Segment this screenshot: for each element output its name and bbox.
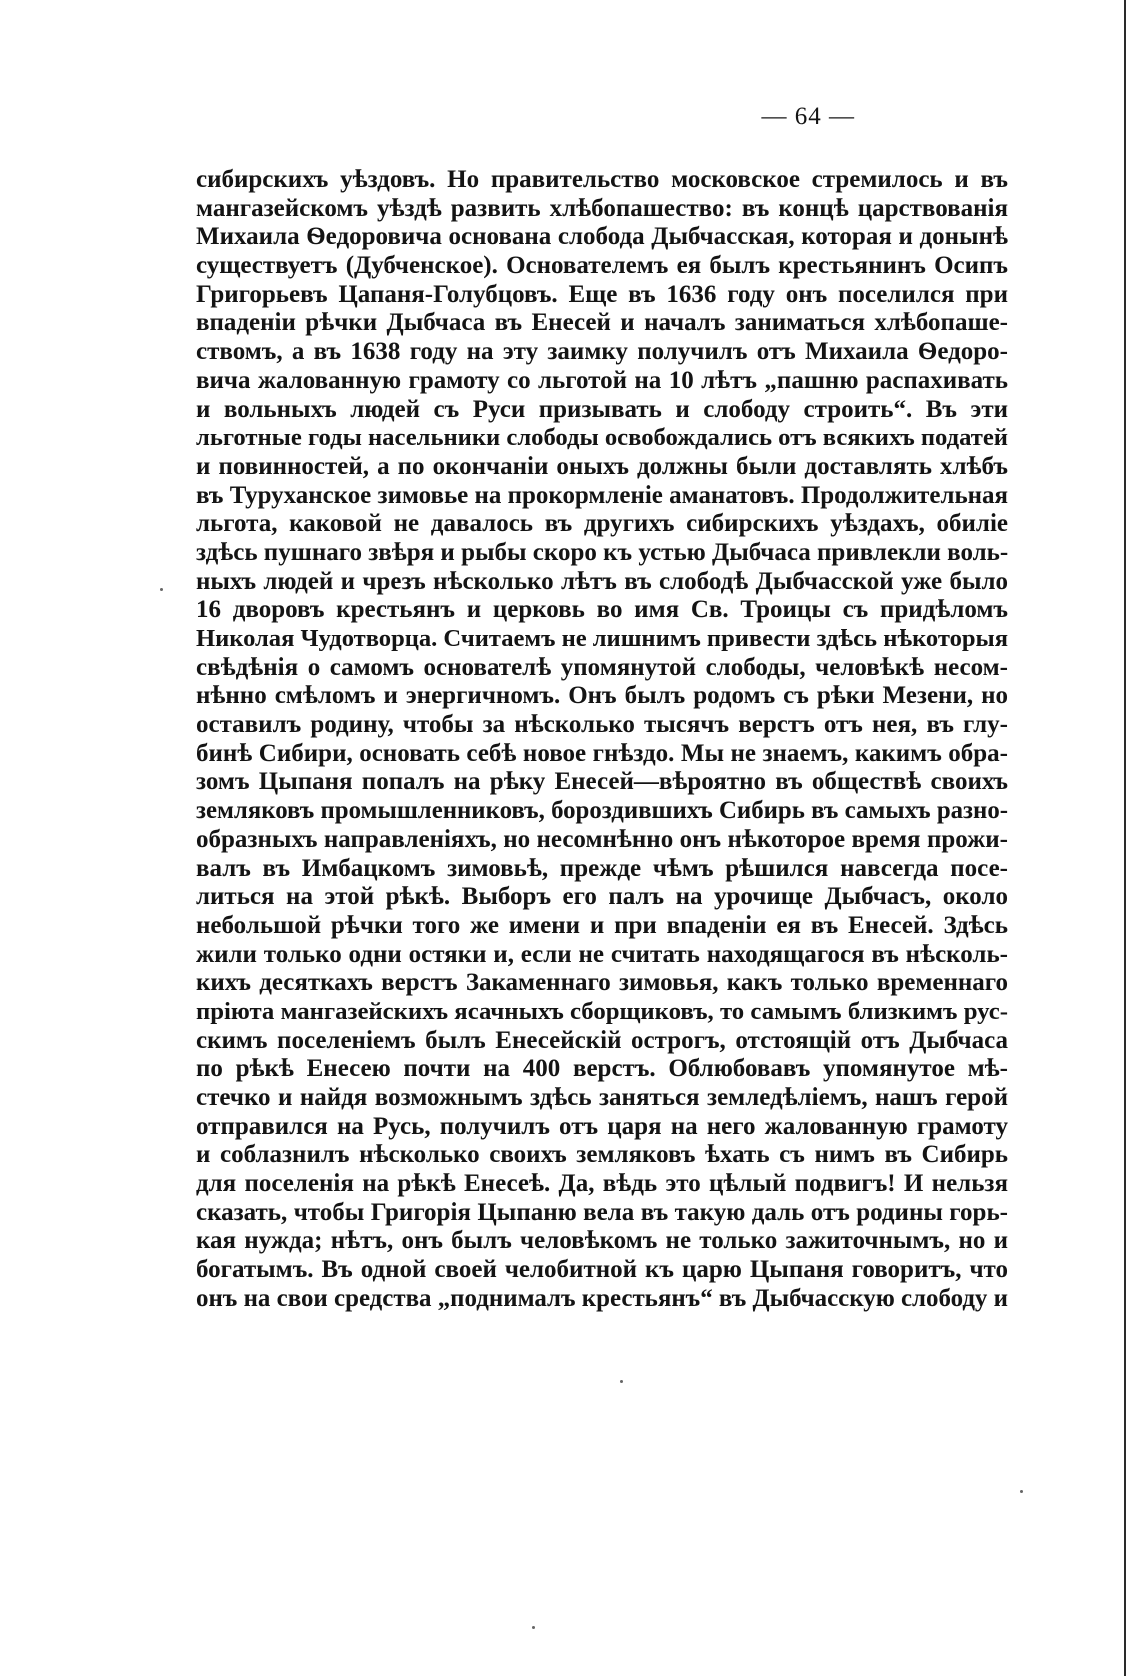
- text-line: кая нужда; нѣтъ, онъ былъ человѣкомъ не только зажиточнымъ, но и: [196, 1227, 1008, 1255]
- text-line: здѣсь пушнаго звѣря и рыбы скоро къ устью Дыбчаса привлекли воль-: [196, 538, 1009, 566]
- text-line: впаденіи рѣчки Дыбчаса въ Енесей и началъ заниматься хлѣбопаше-: [196, 309, 1008, 337]
- text-line: и соблазнилъ нѣсколько своихъ земляковъ ѣхать съ нимъ въ Сибирь: [196, 1141, 1008, 1169]
- scan-speck: [620, 1380, 623, 1383]
- text-line: для поселенія на рѣкѣ Енесеѣ. Да, вѣдь это цѣлый подвигъ! И нельзя: [196, 1170, 1008, 1198]
- text-line: свѣдѣнія о самомъ основателѣ упомянутой слободы, человѣкѣ несом-: [196, 653, 1008, 681]
- page-header: [0, 103, 1140, 131]
- text-line: бинѣ Сибири, основать себѣ новое гнѣздо. Мы не знаемъ, какимъ обра-: [196, 739, 1008, 767]
- scan-speck: [1020, 1490, 1023, 1493]
- page-number: — 64 —: [761, 103, 855, 130]
- text-line: образныхъ направленіяхъ, но несомнѣнно онъ нѣкоторое время прожи-: [196, 825, 1008, 853]
- body-text: [196, 166, 1008, 1314]
- text-line: пріюта мангазейскихъ ясачныхъ сборщиковъ, то самымъ близкимъ рус-: [196, 997, 1008, 1025]
- text-line: скимъ поселеніемъ былъ Енесейскій острогъ, отстоящій отъ Дыбчаса: [196, 1026, 1008, 1054]
- text-line: по рѣкѣ Енесею почти на 400 верстъ. Облюбовавъ упомянутое мѣ-: [196, 1055, 1008, 1083]
- text-line: отправился на Русь, получилъ отъ царя на него жалованную грамоту: [196, 1112, 1008, 1140]
- page-edge-line: [1124, 0, 1126, 1676]
- text-line: льгота, каковой не давалось въ другихъ сибирскихъ уѣздахъ, обиліе: [196, 510, 1008, 538]
- text-line: Михаила Ѳедоровича основана слобода Дыбчасская, которая и донынѣ: [196, 223, 1008, 251]
- text-line: вича жалованную грамоту со льготой на 10 лѣтъ „пашню распахивать: [196, 366, 1008, 394]
- text-line: Николая Чудотворца. Считаемъ не лишнимъ привести здѣсь нѣкоторыя: [196, 625, 1008, 652]
- text-line: ныхъ людей и чрезъ нѣсколько лѣтъ въ слободѣ Дыбчасской уже было: [196, 567, 1008, 595]
- text-line: нѣнно смѣломъ и энергичномъ. Онъ былъ родомъ съ рѣки Мезени, но: [196, 682, 1008, 710]
- text-line: 16 дворовъ крестьянъ и церковь во имя Св. Троицы съ придѣломъ: [196, 596, 1008, 624]
- text-line: въ Туруханское зимовье на прокормленіе аманатовъ. Продолжительная: [196, 481, 1008, 509]
- scan-speck: [160, 588, 163, 591]
- text-line: и повинностей, а по окончаніи оныхъ должны были доставлять хлѣбъ: [196, 452, 1008, 480]
- text-line: онъ на свои средства „поднималъ крестьянъ“ въ Дыбчасскую слободу и: [196, 1284, 1008, 1312]
- text-line: зомъ Цыпаня попалъ на рѣку Енесей—вѣроятно въ обществѣ своихъ: [196, 768, 1008, 796]
- text-line: ствомъ, а въ 1638 году на эту заимку получилъ отъ Михаила Ѳедоро-: [196, 338, 1008, 366]
- text-line: земляковъ промышленниковъ, бороздившихъ Сибирь въ самыхъ разно-: [196, 797, 1008, 825]
- text-line: кихъ десяткахъ верстъ Закаменнаго зимовья, какъ только временнаго: [196, 969, 1008, 997]
- text-line: льготные годы насельники слободы освобождались отъ всякихъ податей: [196, 424, 1008, 452]
- text-line: небольшой рѣчки того же имени и при впаденіи ея въ Енесей. Здѣсь: [196, 911, 1008, 939]
- text-line: валъ въ Имбацкомъ зимовьѣ, прежде чѣмъ рѣшился навсегда посе-: [196, 854, 1008, 882]
- text-line: мангазейскомъ уѣздѣ развить хлѣбопашество: въ концѣ царствованія: [196, 194, 1008, 222]
- text-line: оставилъ родину, чтобы за нѣсколько тысячъ верстъ отъ нея, въ глу-: [196, 711, 1008, 739]
- text-line: сибирскихъ уѣздовъ. Но правительство московское стремилось и въ: [196, 166, 1008, 193]
- scan-speck: [532, 1626, 535, 1629]
- text-line: литься на этой рѣкѣ. Выборъ его палъ на урочище Дыбчасъ, около: [196, 883, 1008, 911]
- text-line: богатымъ. Въ одной своей челобитной къ царю Цыпаня говоритъ, что: [196, 1256, 1008, 1284]
- text-line: и вольныхъ людей съ Руси призывать и слободу строить“. Въ эти: [196, 395, 1008, 423]
- text-line: Григорьевъ Цапаня-Голубцовъ. Еще въ 1636 году онъ поселился при: [196, 280, 1008, 308]
- text-line: стечко и найдя возможнымъ здѣсь заняться земледѣліемъ, нашъ герой: [196, 1084, 1008, 1111]
- text-line: жили только одни остяки и, если не считать находящагося въ нѣсколь-: [196, 940, 1008, 968]
- text-line: сказать, чтобы Григорія Цыпаню вела въ такую даль отъ родины горь-: [196, 1198, 1008, 1226]
- text-line: существуетъ (Дубченское). Основателемъ ея былъ крестьянинъ Осипъ: [196, 252, 1008, 280]
